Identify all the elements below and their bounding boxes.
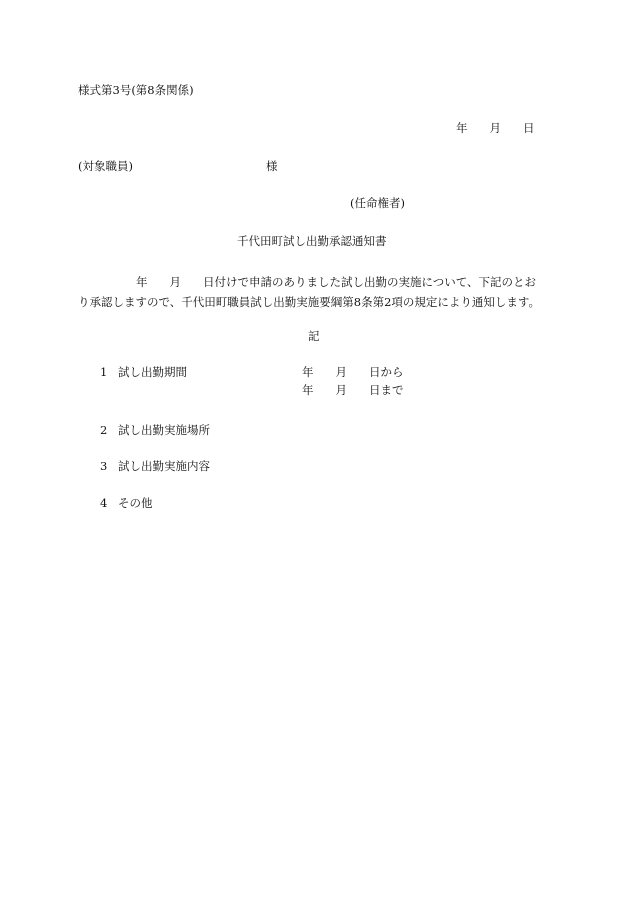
body-line-1-text: 日付けで申請のありました試し出勤の実施について、下記のとお	[203, 275, 537, 289]
recipient-honorific: 様	[266, 159, 278, 173]
body-line-2: り承認しますので、千代田町職員試し出勤実施要綱第8条第2項の規定により通知します。	[78, 295, 540, 309]
form-number: 様式第3号(第8条関係)	[78, 83, 194, 97]
body-line-1	[78, 272, 554, 292]
period-to-month: 月	[335, 383, 347, 397]
item-number: 1	[100, 365, 108, 379]
item-label-period: 試し出勤期間	[118, 365, 187, 379]
period-from-day: 日から	[369, 365, 404, 379]
period-from-month: 月	[335, 365, 347, 379]
item-label-content: 試し出勤実施内容	[118, 459, 210, 473]
item-label-other: その他	[118, 496, 153, 510]
date-day: 日	[523, 121, 535, 135]
period-to-day: 日まで	[369, 383, 404, 397]
document-title: 千代田町試し出勤承認通知書	[237, 234, 387, 248]
recipient-label: (対象職員)	[78, 159, 133, 173]
date-month: 月	[489, 121, 501, 135]
item-number: 4	[100, 496, 108, 510]
period-from-year: 年	[302, 365, 314, 379]
period-to-year: 年	[302, 383, 314, 397]
period-from-row	[302, 367, 404, 379]
body-year: 年	[136, 275, 148, 289]
item-number: 2	[100, 423, 108, 437]
body-paragraph	[78, 272, 554, 312]
item-number: 3	[100, 459, 108, 473]
item-label-location: 試し出勤実施場所	[118, 423, 210, 437]
period-to-row	[302, 385, 404, 397]
ki-marker: 記	[308, 329, 320, 343]
date-year: 年	[456, 121, 468, 135]
body-month: 月	[169, 275, 181, 289]
appointer-label: (任命権者)	[350, 196, 405, 210]
date-line	[456, 123, 535, 135]
